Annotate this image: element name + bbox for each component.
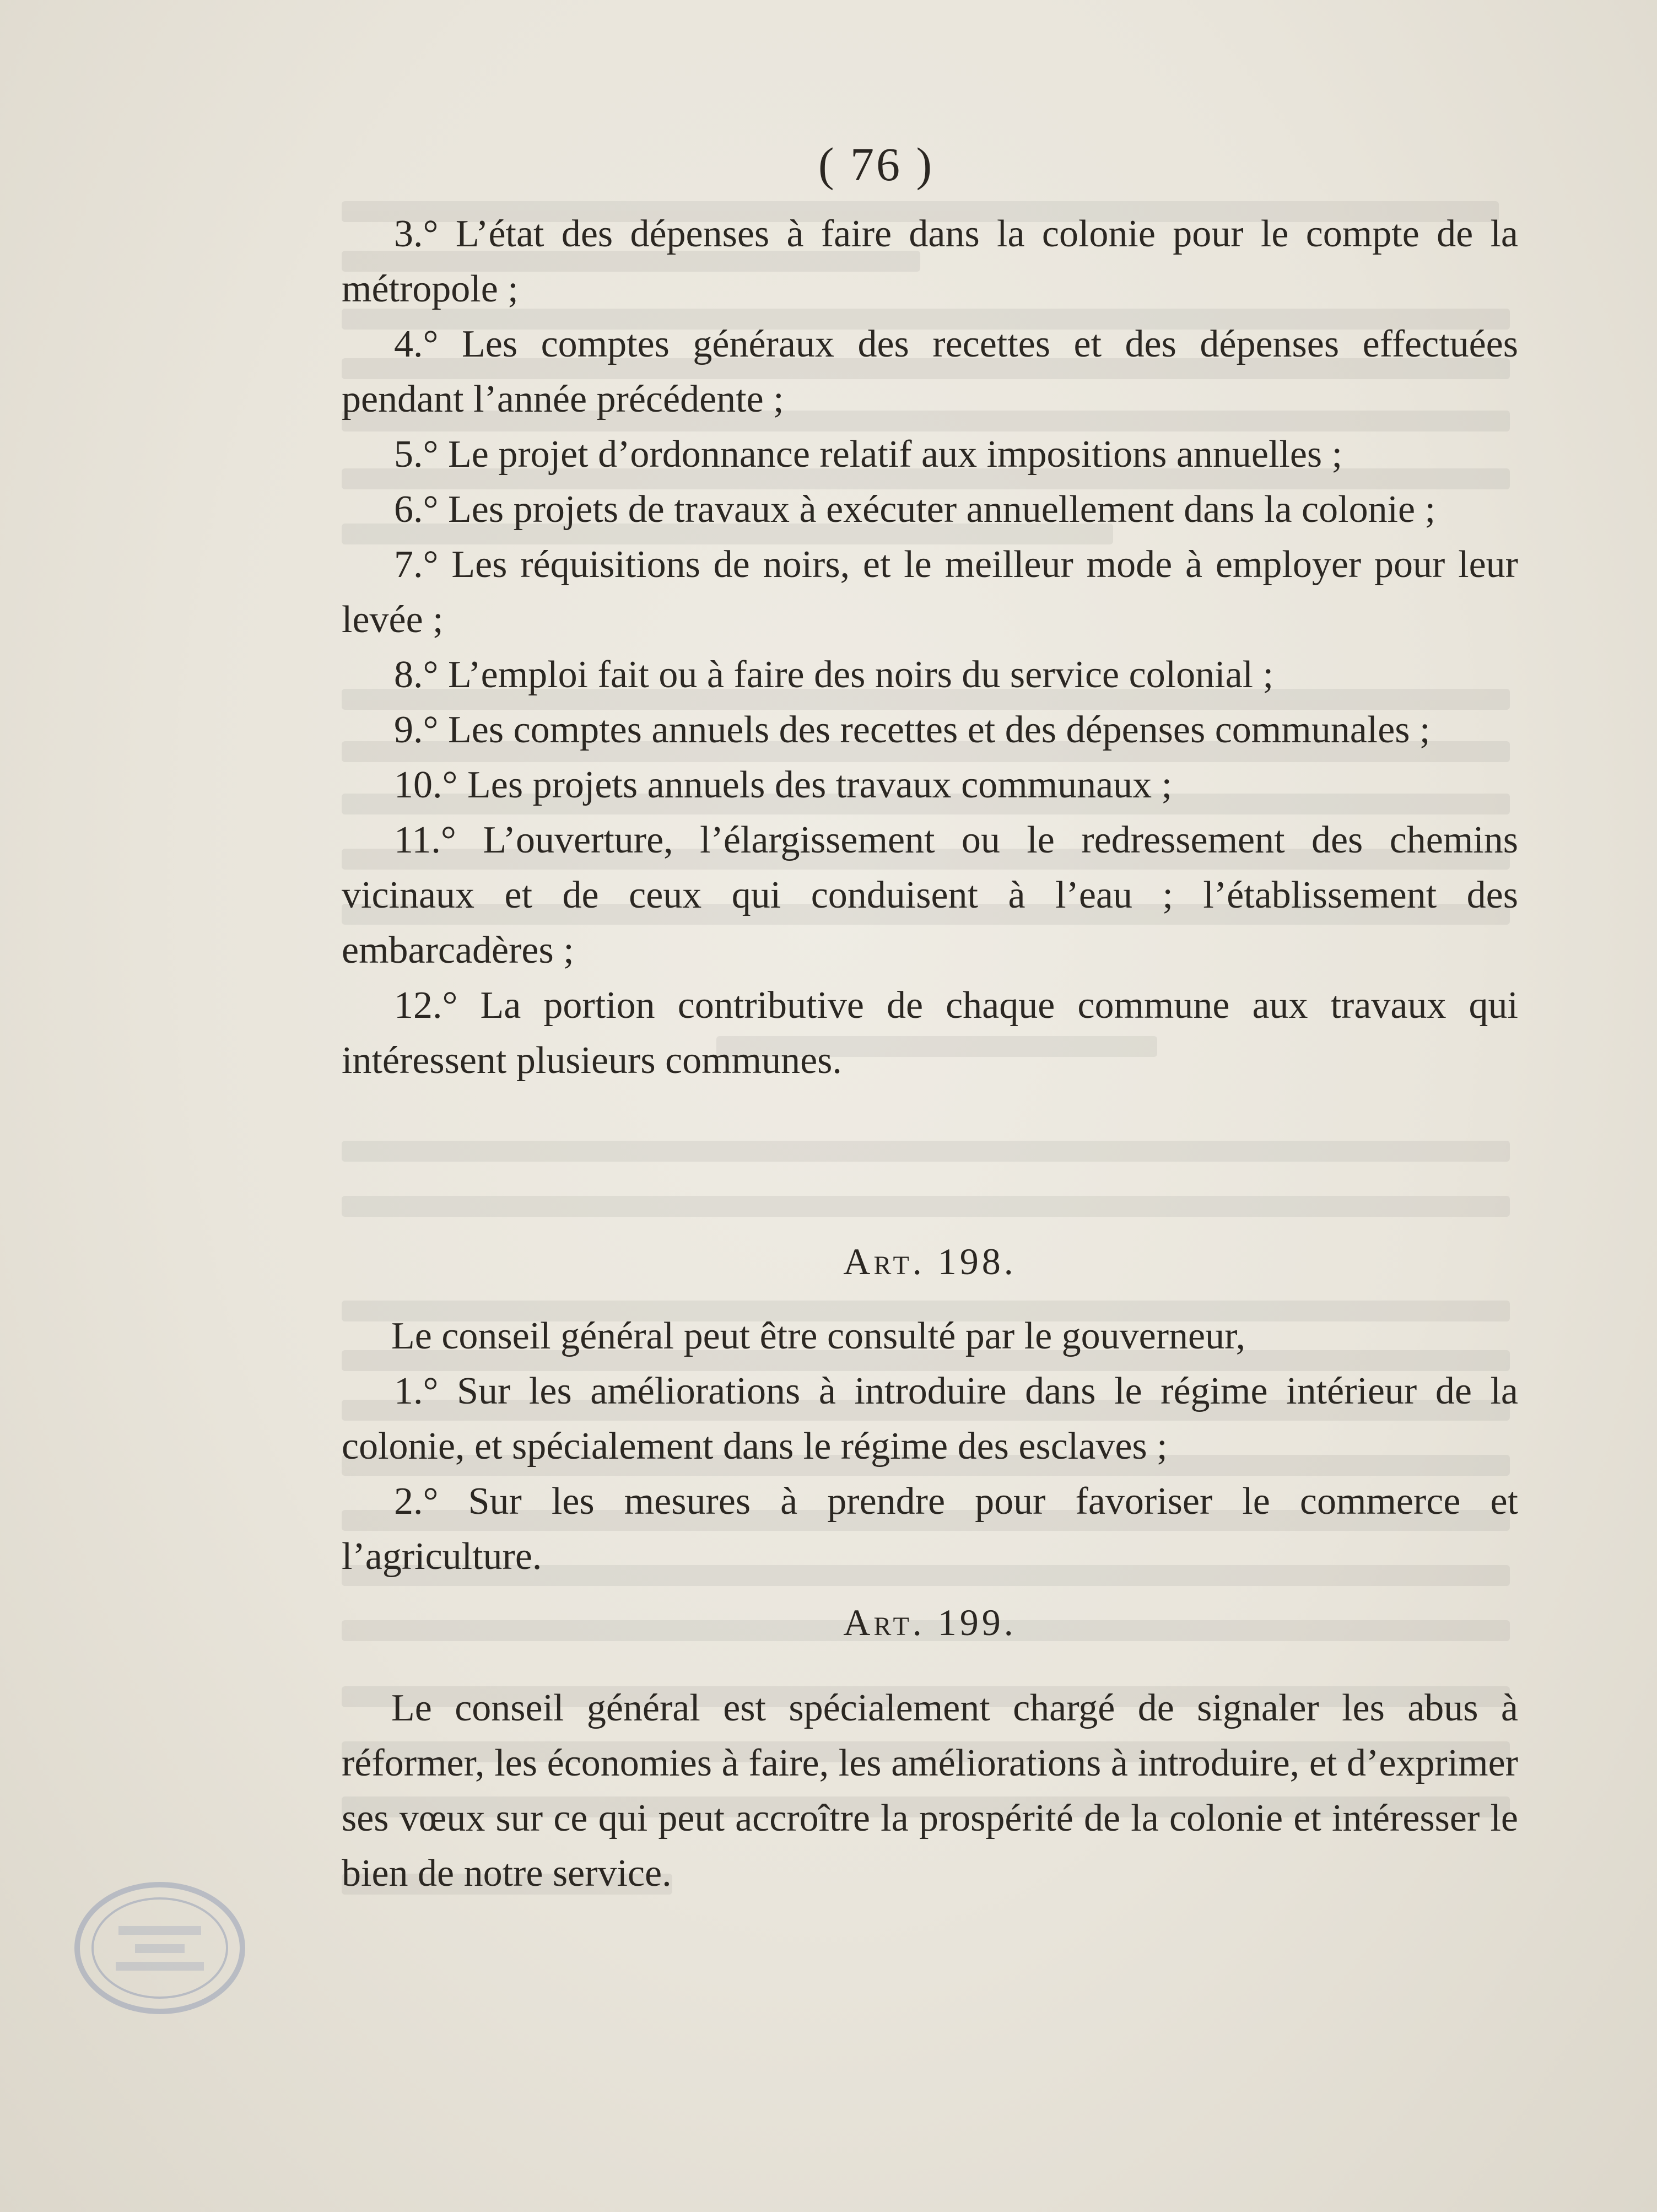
list-item-11: 11.° L’ouverture, l’élargissement ou le redressement des chemins vicinaux et de ceux qui conduisent à l’eau ; l’établissement des embarcadères ; — [342, 819, 1518, 972]
article-198-body — [342, 1309, 1518, 1584]
article-199-text: Le conseil général est spécialement chargé de signaler les abus à réformer, les économies à faire, les améliorations à introduire, et d’exprimer ses vœux sur ce qui peut accroître la prospérité de la colonie et intéresser le bien de notre service. — [342, 1687, 1518, 1895]
list-item-3: 3.° L’état des dépenses à faire dans la colonie pour le compte de la métropole ; — [342, 213, 1518, 310]
list-item-12: 12.° La portion contributive de chaque commune aux travaux qui intéressent plusieurs communes. — [342, 984, 1518, 1082]
article-198-item-1: 1.° Sur les améliorations à introduire dans le régime intérieur de la colonie, et spécialement dans le régime des esclaves ; — [342, 1370, 1518, 1468]
article-199-heading: Art. 199. — [843, 1601, 1017, 1643]
article-198-intro: Le conseil général peut être consulté par le gouverneur, — [391, 1315, 1246, 1357]
list-item-5: 5.° Le projet d’ordonnance relatif aux impositions annuelles ; — [394, 433, 1343, 476]
list-item-4: 4.° Les comptes généraux des recettes et des dépenses effectuées pendant l’année précédente ; — [342, 323, 1518, 420]
page-number: ( 76 ) — [818, 138, 935, 191]
list-item-7: 7.° Les réquisitions de noirs, et le meilleur mode à employer pour leur levée ; — [342, 543, 1518, 641]
article-198-item-2: 2.° Sur les mesures à prendre pour favoriser le commerce et l’agriculture. — [342, 1480, 1518, 1578]
article-198-heading: Art. 198. — [843, 1240, 1017, 1282]
list-item-8: 8.° L’emploi fait ou à faire des noirs du service colonial ; — [394, 654, 1274, 696]
enumerated-list — [342, 207, 1518, 1088]
list-item-10: 10.° Les projets annuels des travaux communaux ; — [394, 764, 1173, 806]
article-199-body — [342, 1681, 1518, 1901]
list-item-9: 9.° Les comptes annuels des recettes et des dépenses communales ; — [394, 709, 1431, 751]
library-stamp-icon — [66, 1874, 253, 2022]
list-item-6: 6.° Les projets de travaux à exécuter annuellement dans la colonie ; — [394, 488, 1436, 531]
